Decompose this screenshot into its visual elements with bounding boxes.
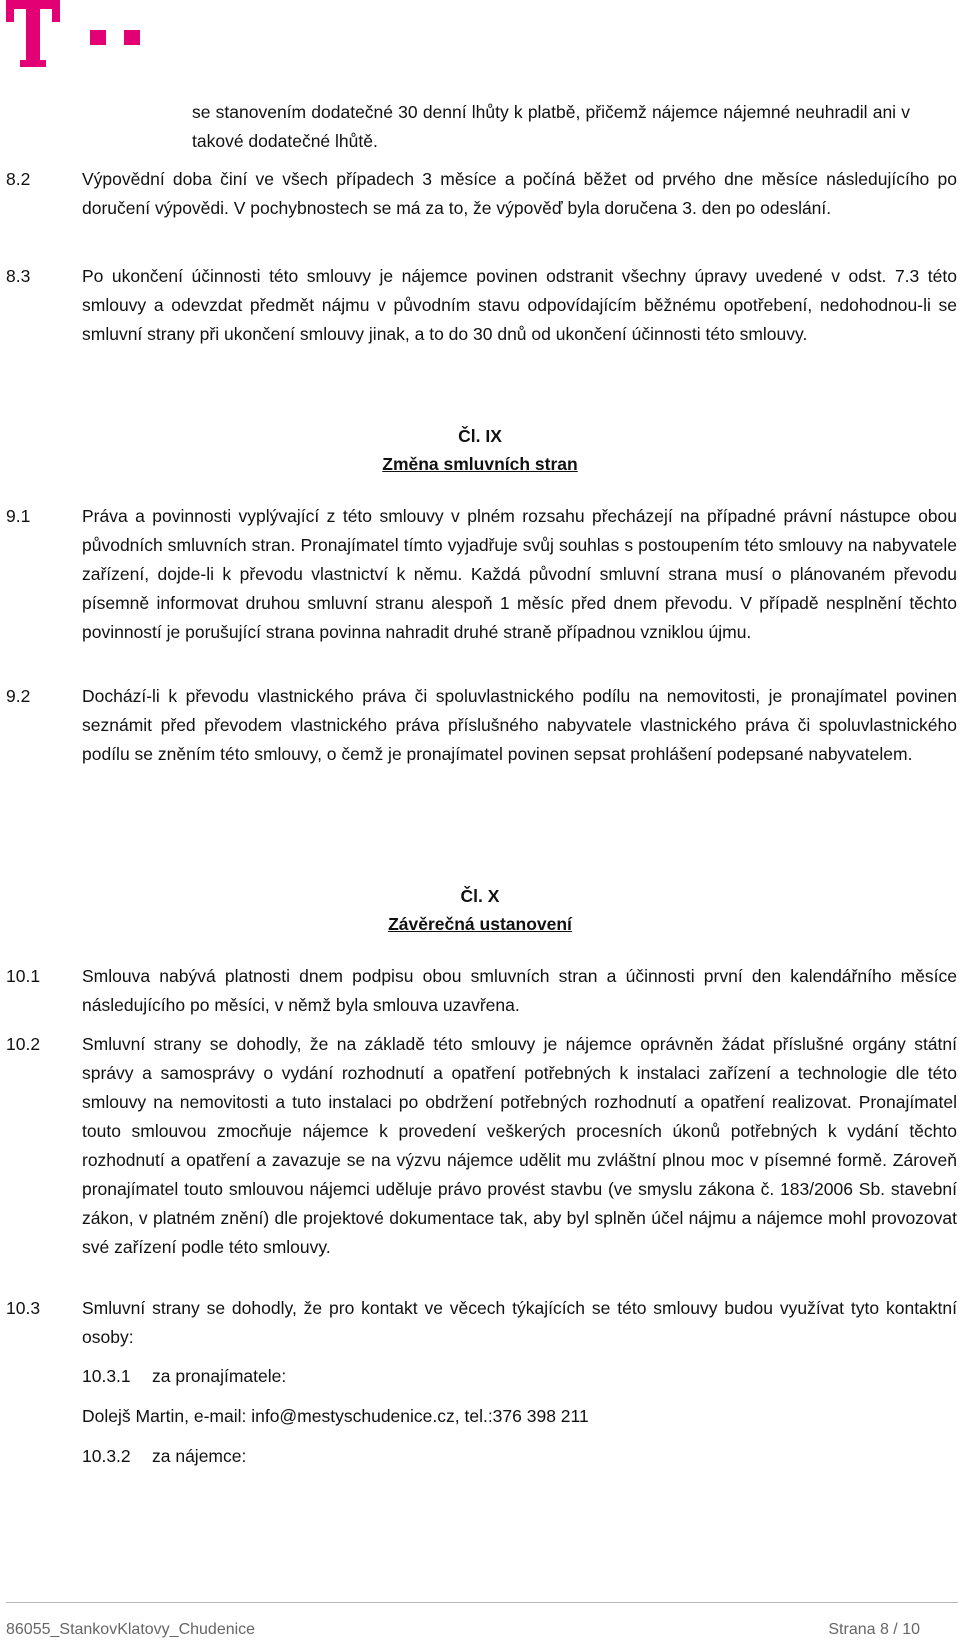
article-10-number: Čl. X	[460, 886, 500, 906]
section-9-2-text: Dochází-li k převodu vlastnického práva či spoluvlastnického podílu na nemovitosti, je pronajímatel povinen seznámit před převodem vlastnického práva příslušného nabyvatele vlastnického práva či spoluvlastnického podílu se zněním této smlouvy, o čemž je pronajímatel povinen sepsat prohlášení podepsané nabyvatelem.	[82, 686, 957, 764]
section-10-2-text: Smluvní strany se dohodly, že na základě této smlouvy je nájemce oprávněn žádat příslušné orgány státní správy a samosprávy o vydání rozhodnutí a opatření potřebných k instalaci zařízení a technologie dle této smlouvy na nemovitosti a tuto instalaci po obdržení potřebných rozhodnutí a opatření realizovat. Pronajímatel touto smlouvou zmocňuje nájemce k provedení veškerých procesních úkonů potřebných k vydání těchto rozhodnutí a opatření a zavazuje se na výzvu nájemce udělit mu zvláštní plnou moc v písemné formě. Zároveň pronajímatel touto smlouvou nájemci uděluje právo provést stavbu (ve smyslu zákona č. 183/2006 Sb. stavební zákon, v platném znění) dle projektové dokumentace tak, aby byl splněn účel nájmu a nájemce mohl provozovat své zařízení podle této smlouvy.	[82, 1034, 957, 1257]
continuation-paragraph: se stanovením dodatečné 30 denní lhůty k platbě, přičemž nájemce nájemné neuhradil ani v takové dodatečné lhůtě.	[192, 102, 910, 151]
section-9-1-text: Práva a povinnosti vyplývající z této smlouvy v plném rozsahu přecházejí na případné právní nástupce obou původních smluvních stran. Pronajímatel tímto vyjadřuje svůj souhlas s postoupením této smlouvy na nabyvatele zařízení, dojde-li k převodu vlastnictví k němu. Každá původní smluvní strana musí o plánovaném převodu písemně informovat druhou smluvní stranu alespoň 1 měsíc před dnem převodu. V případě nesplnění těchto povinností je porušující strana povinna nahradit druhé straně případnou vzniklou újmu.	[82, 506, 957, 642]
section-number-9-1: 9.1	[6, 506, 31, 526]
section-number-8-2: 8.2	[6, 169, 31, 189]
section-10-1-text: Smlouva nabývá platnosti dnem podpisu obou smluvních stran a účinnosti první den kalendářního měsíce následujícího po měsíci, v němž byla smlouva uzavřena.	[82, 966, 957, 1015]
footer-divider	[6, 1602, 958, 1603]
article-10-title	[0, 910, 960, 939]
section-number-10-2: 10.2	[6, 1034, 41, 1054]
subsection-number-10-3-1: 10.3.1	[82, 1366, 131, 1386]
section-number-8-3: 8.3	[6, 266, 31, 286]
section-number-10-1: 10.1	[6, 966, 41, 986]
article-9-number: Čl. IX	[458, 426, 502, 446]
landlord-contact: Dolejš Martin, e-mail: info@mestyschudenice.cz, tel.:376 398 211	[82, 1406, 589, 1426]
telekom-logo	[6, 0, 156, 72]
section-8-2-text: Výpovědní doba činí ve všech případech 3 měsíce a počíná běžet od prvého dne měsíce následujícího po doručení výpovědi. V pochybnostech se má za to, že výpověď byla doručena 3. den po odeslání.	[82, 169, 957, 218]
section-8-3-text: Po ukončení účinnosti této smlouvy je nájemce povinen odstranit všechny úpravy uvedené v odst. 7.3 této smlouvy a odevzdat předmět nájmu v původním stavu odpovídajícím běžnému opotřebení, nedohodnou-li se smluvní strany při ukončení smlouvy jinak, a to do 30 dnů od ukončení účinnosti této smlouvy.	[82, 266, 957, 344]
footer-page-number: Strana 8 / 10	[828, 1621, 920, 1638]
footer-document-id: 86055_StankovKlatovy_Chudenice	[6, 1621, 256, 1638]
article-10-title-text: Závěrečná ustanovení	[388, 914, 572, 934]
article-9-title-text: Změna smluvních stran	[382, 454, 578, 474]
subsection-number-10-3-2: 10.3.2	[82, 1446, 131, 1466]
section-number-10-3: 10.3	[6, 1298, 41, 1318]
subsection-10-3-2-label: za nájemce:	[152, 1446, 247, 1466]
article-9-title	[0, 450, 960, 479]
section-10-3-text: Smluvní strany se dohodly, že pro kontakt ve věcech týkajících se této smlouvy budou využívat tyto kontaktní osoby:	[82, 1298, 957, 1347]
subsection-10-3-1-label: za pronajímatele:	[152, 1366, 287, 1386]
section-number-9-2: 9.2	[6, 686, 31, 706]
